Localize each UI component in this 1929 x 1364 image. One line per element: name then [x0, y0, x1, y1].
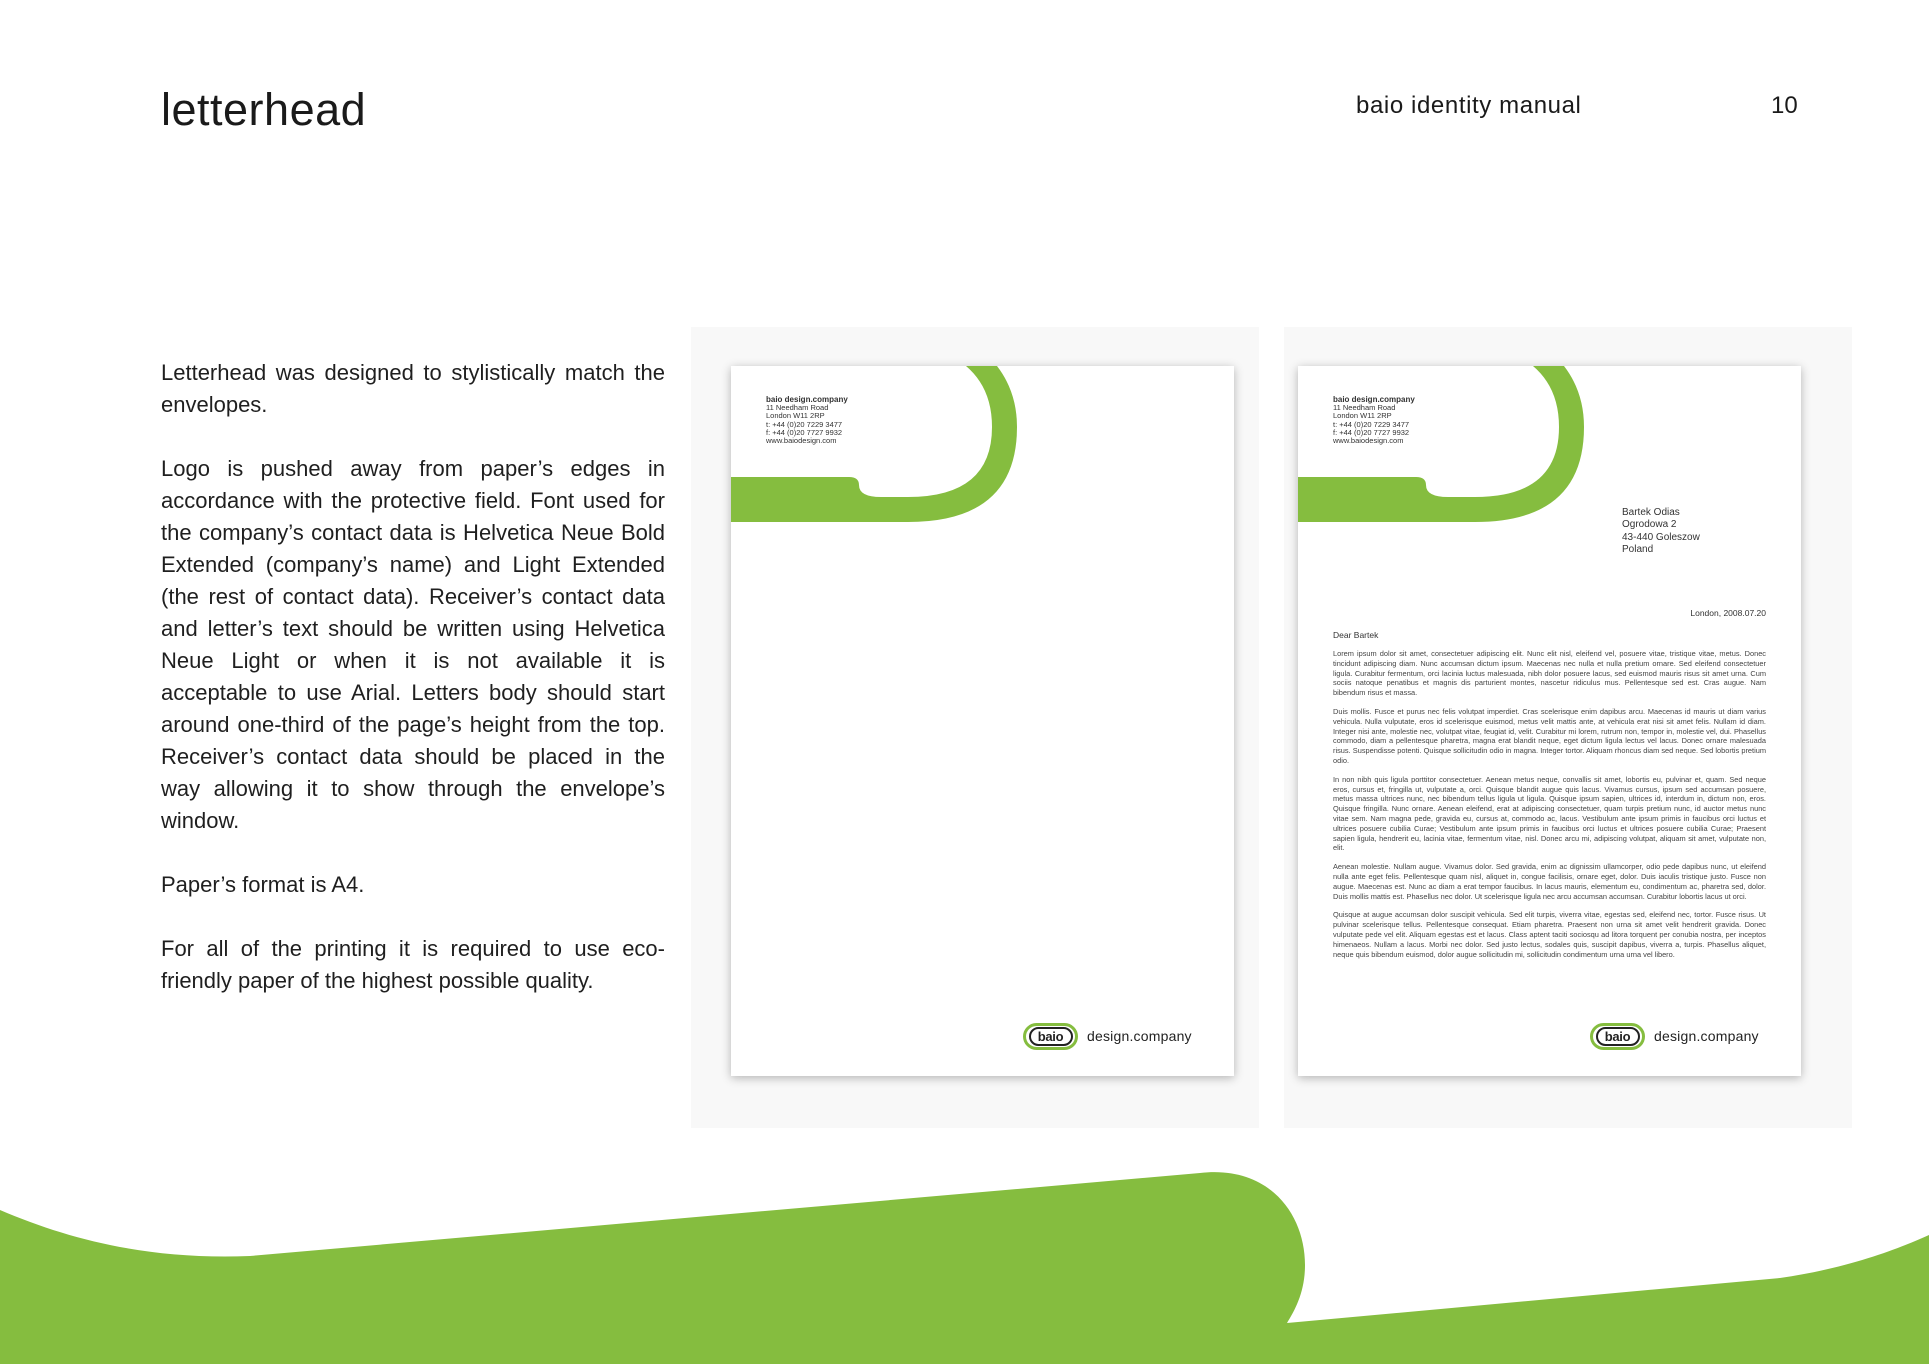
intro-paragraph: For all of the printing it is required to use eco-friendly paper of the highest possible quality. — [161, 936, 665, 993]
baio-logo-mark — [1590, 1023, 1645, 1050]
sender-line: London W11 2RP — [1333, 411, 1392, 421]
letterhead-swoosh — [1298, 366, 1801, 536]
page-title: letterhead — [161, 84, 367, 135]
recipient-line: Bartek Odias — [1622, 507, 1680, 518]
recipient-line: Ogrodowa 2 — [1622, 519, 1677, 531]
manual-name: baio identity manual — [1356, 92, 1582, 119]
sender-line: London W11 2RP — [766, 411, 825, 421]
sender-line: www.baiodesign.com — [766, 436, 837, 446]
baio-logo-mark — [1023, 1023, 1078, 1050]
letter-salutation: Dear Bartek — [1333, 630, 1379, 640]
sender-contact — [766, 396, 848, 445]
sender-line: f: +44 (0)20 7727 9932 — [766, 427, 843, 437]
letter-paragraph: Duis mollis. Fusce et purus nec felis volutpat imperdiet. Cras scelerisque enim dapibus arcu. Maecenas id mauris ut diam varius vehicula. Nulla vulputate, eros id scelerisque euismod, metus velit mattis ante, at vehicula erat nisi sit amet felis. Nullam id diam. Integer nisi ante, molestie nec, volutpat vitae, feugiat id, velit. Curabitur mi lorem, rutrum non, tempor in, molestie vel, dui. Phasellus commodo, diam a pellentesque pharetra, magna erat blandit neque, eget dictum ligula lectus vel lacus. Donec ornare malesuada risus. Suspendisse potenti. Quisque sollicitudin odio in magna. Integer tortor. Aliquam rhoncus diam sed neque. Sed lobortis pretium odio. — [1333, 706, 1766, 765]
intro-paragraph: Letterhead was designed to stylistically match the envelopes. — [161, 360, 665, 417]
sender-contact — [1333, 396, 1415, 445]
sender-line: www.baiodesign.com — [1333, 436, 1404, 446]
letterhead-swoosh — [731, 366, 1234, 536]
sender-line: f: +44 (0)20 7727 9932 — [1333, 427, 1410, 437]
sender-line: 11 Needham Road — [766, 403, 829, 413]
sender-company: baio design.company — [1333, 395, 1415, 404]
footer-logo — [1023, 1021, 1192, 1051]
letter-paragraph: Lorem ipsum dolor sit amet, consectetuer adipiscing elit. Nunc elit nisl, eleifend vel, posuere vitae, tristique vitae, metus. Donec tincidunt adipiscing diam. Nunc accumsan dictum ipsum. Maecenas nec nulla et nulla pretium ornare. Sed eleifend consectetuer ligula. Curabitur fermentum, orci lacinia luctus malesuada, nibh dolor posuere lacus, sed euismod mauris risus sit amet urna. Cum sociis natoque penatibus et magnis dis parturient montes, nascetur ridiculus mus. Pellentesque sed est. Cras augue. Nam bibendum risus et massa. — [1333, 649, 1766, 698]
letter-body — [1333, 649, 1766, 968]
logo-wordmark: design.company — [1087, 1028, 1192, 1044]
intro-paragraph: Logo is pushed away from paper’s edges in accordance with the protective field. Font used for the company’s contact data is Helvetica Neue Bold Extended (company’s name) and Light Extended (the rest of contact data). Receiver’s contact data and letter’s text should be written using Helvetica Neue Light or when it is not available it is acceptable to use Arial. Letters body should start around one-third of the page’s height from the top. Receiver’s contact data should be placed in the way allowing it to show through the envelope’s window. — [161, 456, 665, 833]
sender-company: baio design.company — [766, 395, 848, 404]
logo-mark-text: baio — [1596, 1027, 1640, 1046]
letter-paragraph: Quisque at augue accumsan dolor suscipit vehicula. Sed elit turpis, viverra vitae, egestas sed, eleifend nec, tortor. Fusce risus. Ut pulvinar scelerisque tellus. Pellentesque consequat. Etiam pharetra. Praesent non urna sit amet velit hendrerit gravida. Donec vulputate pede vel elit. Aliquam egestas est et lacus. Class aptent taciti sociosqu ad litora torquent per conubia nostra, per inceptos himenaeos. Nullam a lacus. Morbi nec dolor. Sed justo lectus, sodales quis, suscipit dapibus, viverra a, turpis. Phasellus aliquet, neque quis bibendum euismod, dolor augue sollicitudin mi, sollicitudin condimentum urna urna vel libero. — [1333, 910, 1766, 959]
recipient-line: Poland — [1622, 544, 1654, 556]
letter-paragraph: In non nibh quis ligula porttitor consectetuer. Aenean metus neque, convallis sit amet, lobortis eu, pulvinar et, quam. Sed neque eros, cursus et, fringilla ut, vulputate a, orci. Quisque blandit augue quis lacus. Vivamus cursus, ipsum sed accumsan posuere, metus massa ultrices nunc, nec bibendum tellus ligula ut ligula. Quisque ipsum sapien, ultrices id, interdum in, dictum non, eros. Quisque fringilla. Nunc ornare. Aenean eleifend, erat at adipiscing consectetuer, quam turpis pretium nunc, id auctor metus nunc vitae sem. Nam magna pede, gravida eu, cursus at, commodo ac, lacus. Vestibulum ante ipsum primis in faucibus orci luctus et ultrices posuere cubilia Curae; Vestibulum ante ipsum primis in faucibus orci luctus et ultrices posuere cubilia Curae; Praesent sapien ligula, hendrerit eu, lacinia vitae, fermentum vitae, nisl. Donec arcu mi, adipiscing volutpat, aliquam sit amet, vulputate non, elit. — [1333, 774, 1766, 853]
recipient-address — [1622, 507, 1700, 557]
filled-letterhead-sheet — [1298, 366, 1801, 1076]
intro-text — [161, 357, 665, 1029]
letter-date: London, 2008.07.20 — [1690, 608, 1766, 618]
sender-line: t: +44 (0)20 7229 3477 — [1333, 419, 1410, 429]
letter-paragraph: Aenean molestie. Nullam augue. Vivamus dolor. Sed gravida, enim ac dignissim ullamcorper, odio pede dapibus nunc, ut eleifend nulla ante eget felis. Pellentesque quam nisl, aliquet in, congue facilisis, ornare eget, dolor. Duis iaculis tristique justo. Fusce non augue. Maecenas est. Nunc ac diam a erat tempor faucibus. In lacus mauris, elementum eu, condimentum ac, pharetra sed, dolor. Duis mollis mattis est. Phasellus nec dolor. Ut scelerisque ligula nec arcu accumsan accumsan. Curabitur lobortis lacus ut orci. — [1333, 862, 1766, 901]
logo-mark-text: baio — [1029, 1027, 1073, 1046]
page-number: 10 — [1771, 92, 1798, 119]
sender-line: t: +44 (0)20 7229 3477 — [766, 419, 843, 429]
intro-paragraph: Paper’s format is A4. — [161, 872, 365, 897]
bottom-green-band — [0, 1160, 1929, 1364]
footer-logo — [1590, 1021, 1759, 1051]
blank-letterhead-sheet — [731, 366, 1234, 1076]
recipient-line: 43-440 Goleszow — [1622, 531, 1700, 543]
sender-line: 11 Needham Road — [1333, 403, 1396, 413]
logo-wordmark: design.company — [1654, 1028, 1759, 1044]
